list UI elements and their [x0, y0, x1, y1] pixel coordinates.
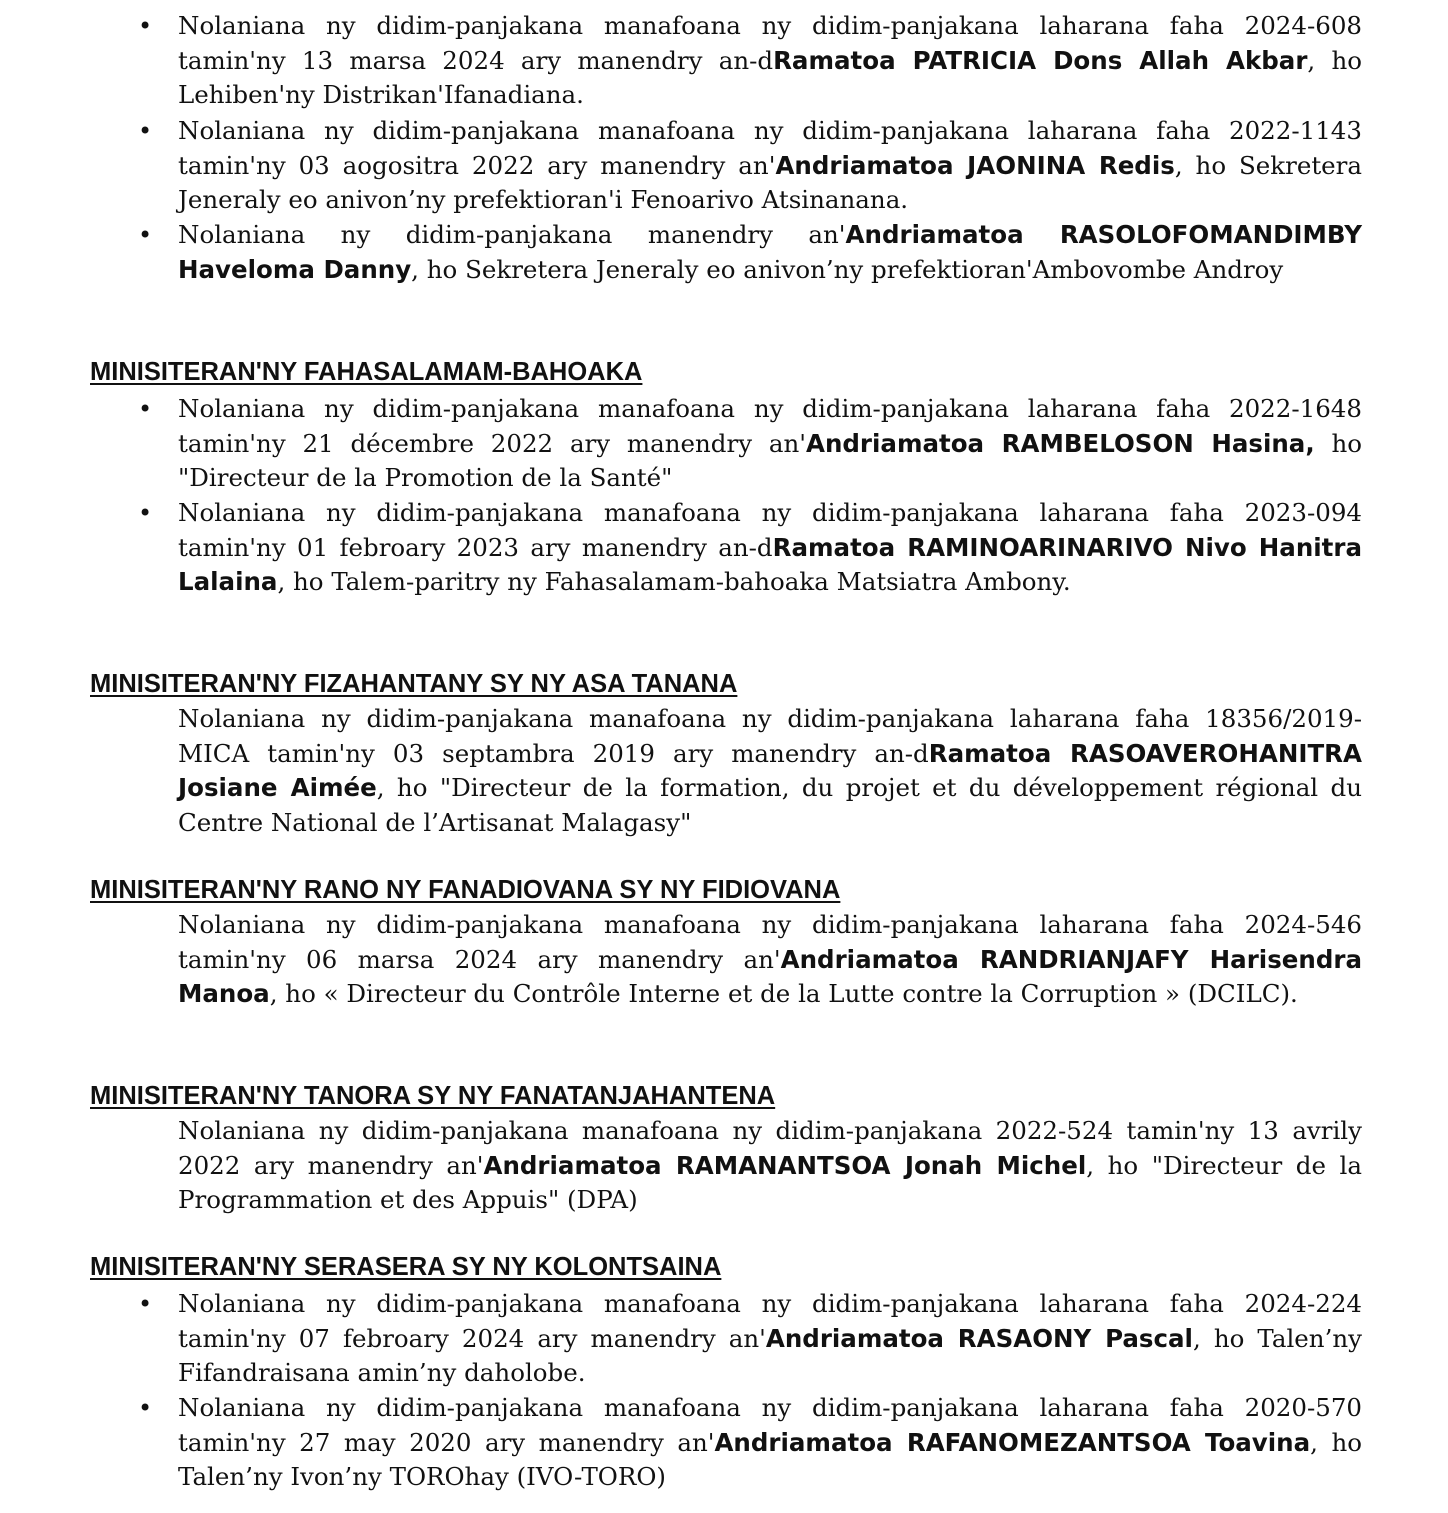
position-text: , ho Lehiben'ny Distrikan'Ifanadiana. [178, 45, 1362, 109]
list-item [178, 218, 1362, 287]
appointee-name: Andriamatoa RAFANOMEZANTSOA Toavina [714, 1427, 1311, 1457]
position-text: , ho "Directeur de la formation, du projet et du développement régional du Centre National de l’Artisanat Malagasy" [178, 773, 1362, 837]
section-heading: MINISITERAN'NY SERASERA SY NY KOLONTSAINA [90, 1253, 722, 1281]
paragraph-item [178, 1114, 1362, 1218]
decree-text: Nolaniana ny didim-panjakana manafoana ny didim-panjakana laharana faha 2022-1648 tamin'ny 21 décembre 2022 ary manendry an' [178, 394, 1362, 458]
position-text: ho "Directeur de la Promotion de la Santé" [178, 428, 1362, 492]
position-text: , ho Sekretera Jeneraly eo anivon’ny prefektioran'Ambovombe Androy [411, 254, 1284, 284]
appointee-name: Ramatoa RAMINOARINARIVO Nivo Hanitra Lalaina [178, 532, 1363, 596]
appointee-name: Andriamatoa RAMANANTSOA Jonah Michel [483, 1150, 1087, 1180]
appointee-name: Andriamatoa RASAONY Pascal [765, 1323, 1193, 1353]
decree-text: Nolaniana ny didim-panjakana manafoana ny didim-panjakana laharana faha 2024-608 tamin'ny 13 marsa 2024 ary manendry an-d [178, 11, 1362, 75]
decree-text: Nolaniana ny didim-panjakana manafoana ny didim-panjakana laharana faha 2024-224 tamin'ny 07 febroary 2024 ary manendry an' [178, 1289, 1362, 1353]
list-item [178, 392, 1362, 496]
decree-text: Nolaniana ny didim-panjakana manafoana ny didim-panjakana 2022-524 tamin'ny 13 avrily 2022 ary manendry an' [178, 1116, 1362, 1180]
position-text: , ho Sekretera Jeneraly eo anivon’ny prefektioran'i Fenoarivo Atsinanana. [178, 150, 1362, 214]
paragraph-item [178, 702, 1362, 840]
decree-text: Nolaniana ny didim-panjakana manafoana ny didim-panjakana laharana faha 2022-1143 tamin'ny 03 aogositra 2022 ary manendry an' [178, 116, 1362, 180]
decree-text: Nolaniana ny didim-panjakana manafoana ny didim-panjakana laharana faha 2023-094 tamin'ny 01 febroary 2023 ary manendry an-d [178, 498, 1362, 562]
decree-text: Nolaniana ny didim-panjakana manendry an' [178, 220, 846, 249]
paragraph-item [178, 908, 1362, 1012]
list-item [178, 1287, 1362, 1391]
position-text: , ho Talen’ny Ivon’ny TOROhay (IVO-TORO) [178, 1427, 1363, 1491]
list-item [178, 9, 1362, 113]
appointee-name: Andriamatoa JAONINA Redis [775, 150, 1175, 180]
appointee-name: Andriamatoa RAMBELOSON Hasina, [805, 428, 1315, 458]
section-heading: MINISITERAN'NY RANO NY FANADIOVANA SY NY FIDIOVANA [90, 876, 841, 904]
decree-text: Nolaniana ny didim-panjakana manafoana ny didim-panjakana laharana faha 2020-570 tamin'ny 27 may 2020 ary manendry an' [178, 1393, 1362, 1457]
appointee-name: Andriamatoa RASOLOFOMANDIMBY Haveloma Danny [178, 220, 1363, 284]
list-item [178, 1391, 1362, 1495]
position-text: , ho Talen’ny Fifandraisana amin’ny daholobe. [178, 1323, 1362, 1387]
list-item [178, 496, 1362, 600]
decree-text: Nolaniana ny didim-panjakana manafoana ny didim-panjakana laharana faha 2024-546 tamin'ny 06 marsa 2024 ary manendry an' [178, 910, 1362, 974]
section-heading: MINISITERAN'NY TANORA SY NY FANATANJAHANTENA [90, 1082, 776, 1110]
position-text: , ho "Directeur de la Programmation et des Appuis" (DPA) [178, 1150, 1362, 1214]
appointee-name: Andriamatoa RANDRIANJAFY Harisendra Manoa [178, 944, 1362, 1008]
position-text: , ho Talem-paritry ny Fahasalamam-bahoaka Matsiatra Ambony. [277, 567, 1071, 596]
decree-text: Nolaniana ny didim-panjakana manafoana ny didim-panjakana laharana faha 18356/2019-MICA tamin'ny 03 septambra 2019 ary manendry an-d [178, 704, 1362, 768]
list-item [178, 114, 1362, 218]
section-heading: MINISITERAN'NY FAHASALAMAM-BAHOAKA [90, 358, 643, 386]
appointee-name: Ramatoa RASOAVEROHANITRA Josiane Aimée [178, 738, 1362, 802]
section-heading: MINISITERAN'NY FIZAHANTANY SY NY ASA TANANA [90, 670, 738, 698]
appointee-name: Ramatoa PATRICIA Dons Allah Akbar [773, 45, 1308, 75]
position-text: , ho « Directeur du Contrôle Interne et de la Lutte contre la Corruption » (DCILC). [269, 979, 1298, 1008]
